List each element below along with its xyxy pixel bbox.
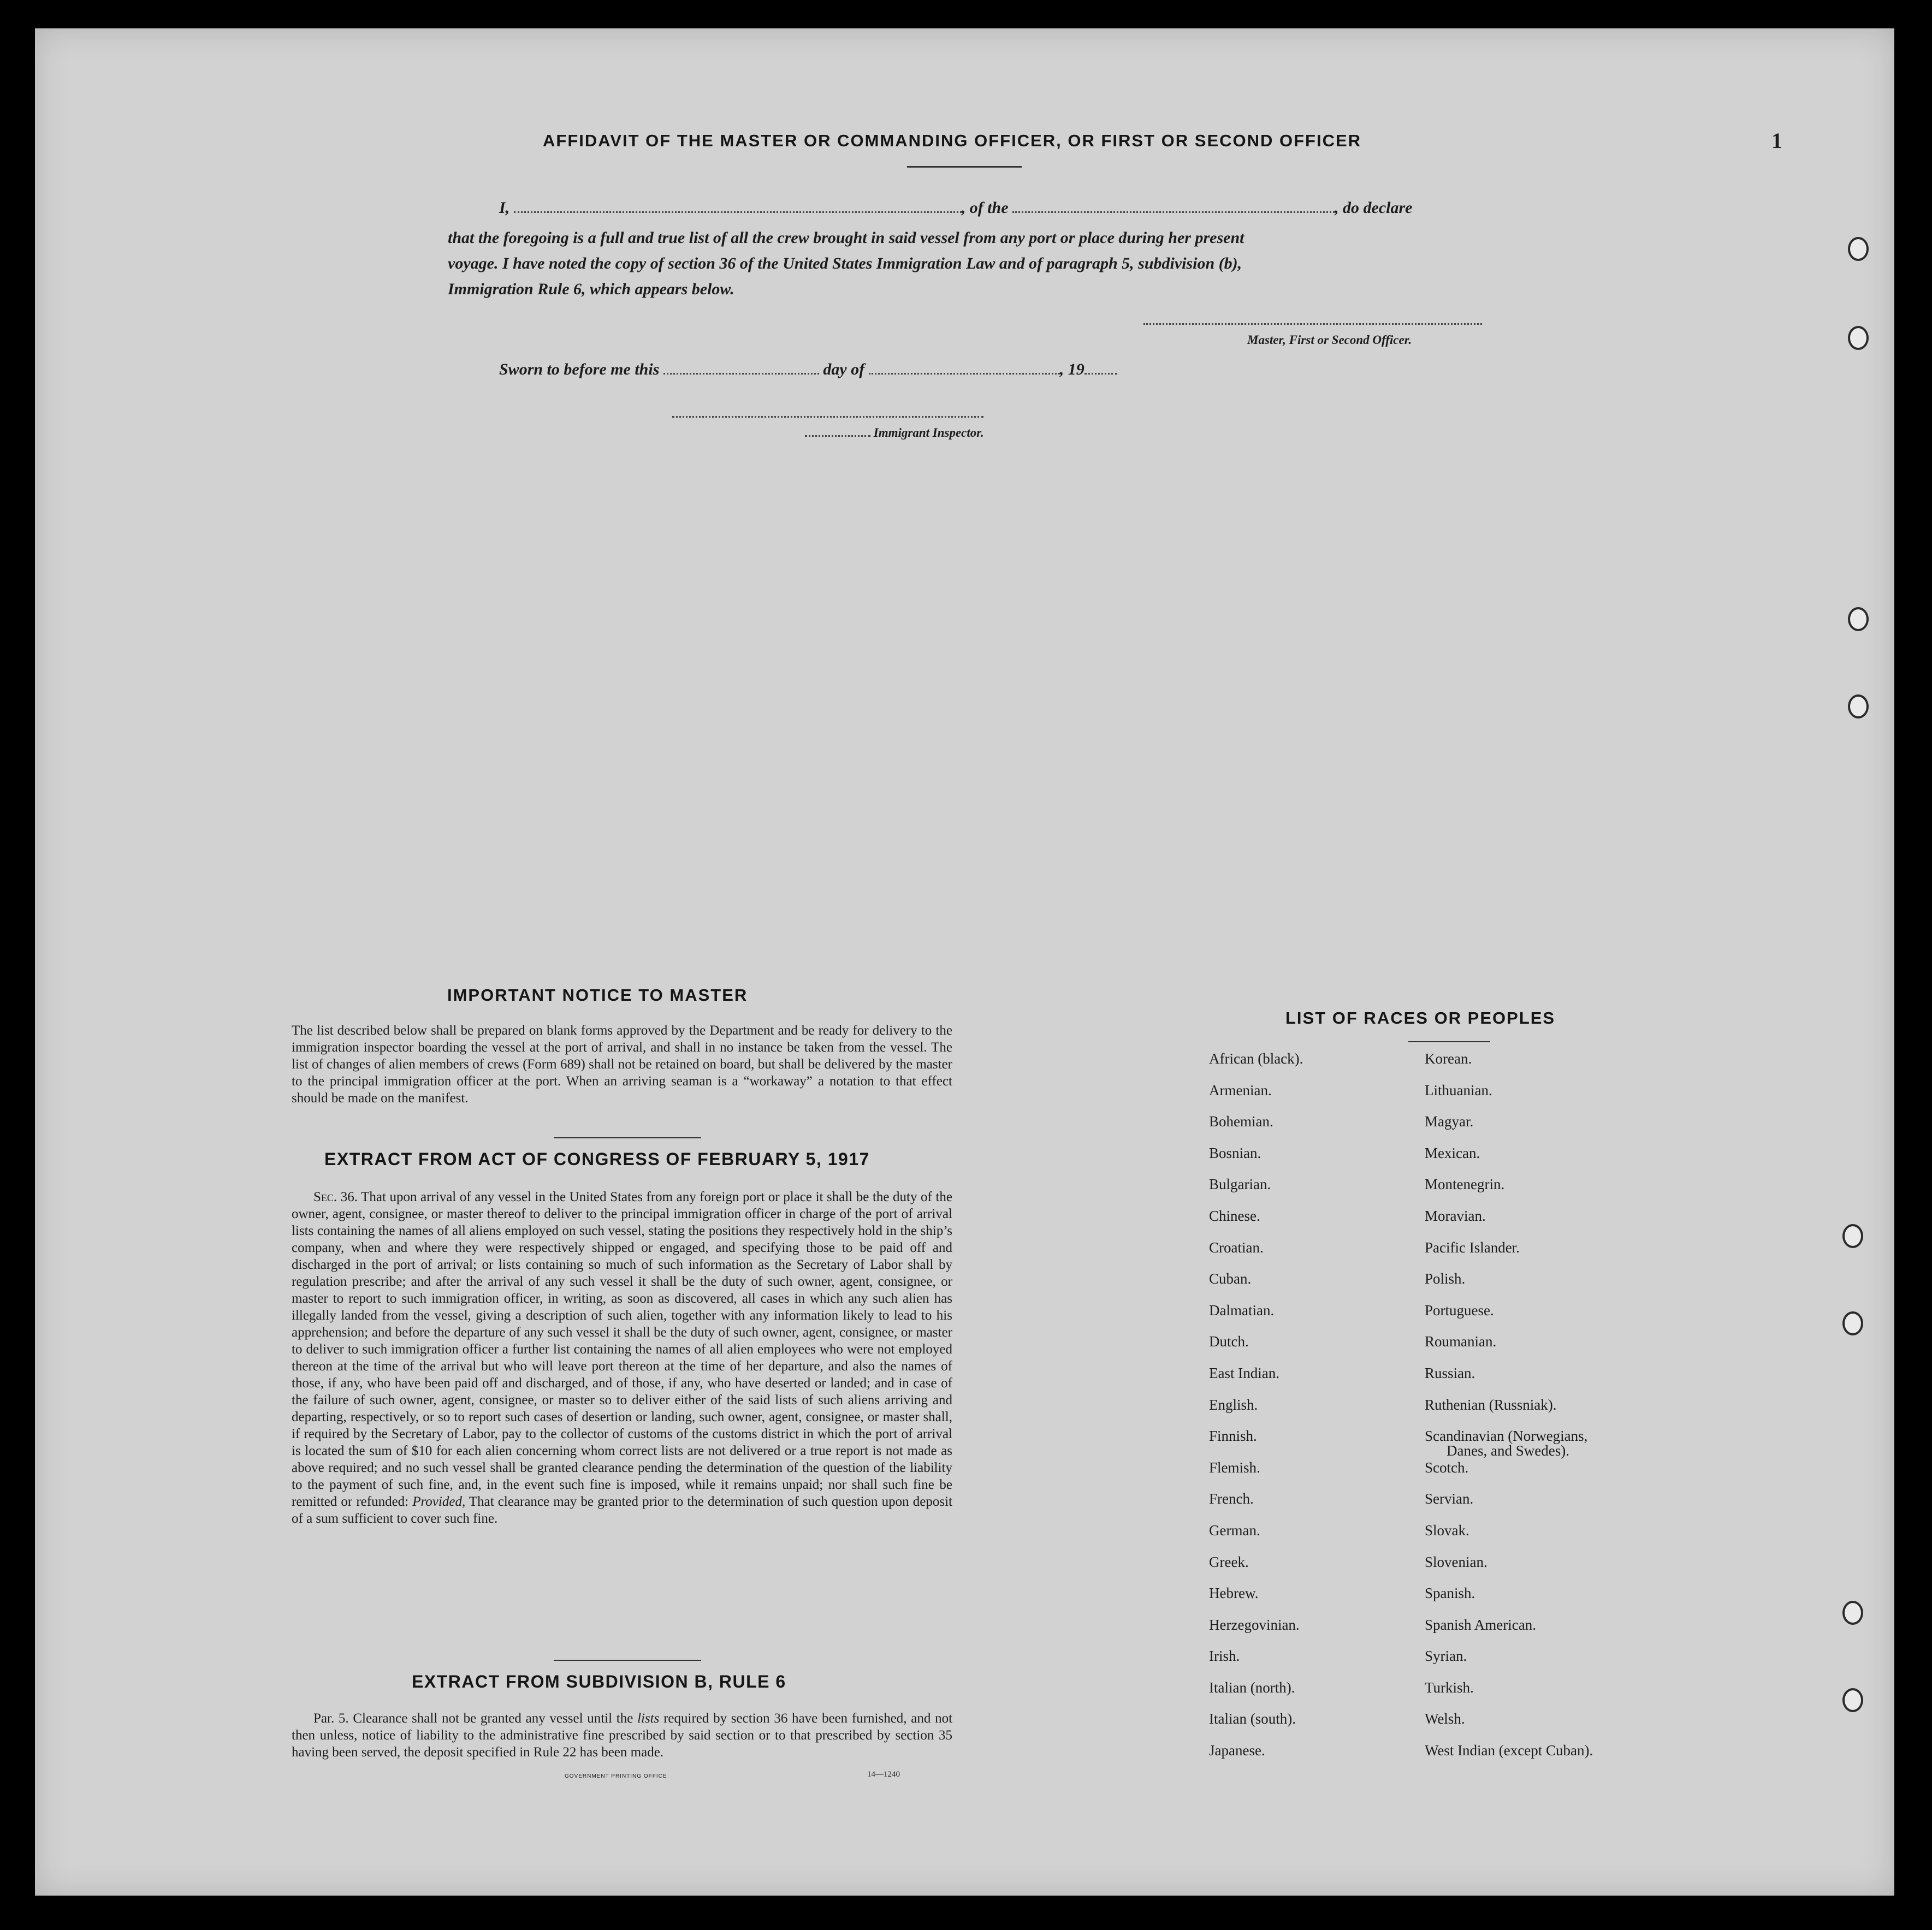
race-label: Russian. bbox=[1425, 1364, 1475, 1381]
race-label: Spanish. bbox=[1425, 1585, 1475, 1602]
race-item bbox=[1425, 1459, 1593, 1491]
race-label: Scotch. bbox=[1425, 1459, 1469, 1476]
notice-title: IMPORTANT NOTICE TO MASTER bbox=[447, 985, 748, 1005]
day-blank bbox=[663, 373, 819, 375]
race-item bbox=[1209, 1239, 1303, 1271]
race-item bbox=[1209, 1082, 1303, 1114]
race-item bbox=[1425, 1742, 1593, 1774]
race-item bbox=[1425, 1648, 1593, 1679]
race-item bbox=[1209, 1176, 1303, 1208]
text-year: , 19 bbox=[1059, 360, 1084, 378]
race-label: West Indian (except Cuban). bbox=[1425, 1742, 1593, 1759]
rule-text-main: Par. 5. Clearance shall not be granted any vessel until the bbox=[313, 1711, 633, 1726]
race-item bbox=[1209, 1302, 1303, 1334]
inspector-prefix-blank bbox=[805, 435, 870, 437]
race-label: Irish. bbox=[1209, 1648, 1240, 1665]
master-caption: Master, First or Second Officer. bbox=[1247, 333, 1412, 347]
race-item bbox=[1209, 1522, 1303, 1554]
race-item bbox=[1425, 1239, 1593, 1271]
race-item bbox=[1425, 1522, 1593, 1554]
race-item bbox=[1209, 1145, 1303, 1177]
race-label: Mexican. bbox=[1425, 1144, 1480, 1161]
text-of-the: , of the bbox=[961, 199, 1009, 217]
race-label: Servian. bbox=[1425, 1490, 1474, 1507]
race-label: Ruthenian (Russniak). bbox=[1425, 1396, 1557, 1413]
race-label: Greek. bbox=[1209, 1553, 1249, 1570]
race-item bbox=[1209, 1428, 1303, 1459]
document-page bbox=[35, 28, 1894, 1896]
race-item bbox=[1425, 1270, 1593, 1302]
race-item bbox=[1425, 1554, 1593, 1585]
race-label: German. bbox=[1209, 1522, 1260, 1539]
race-label: Turkish. bbox=[1425, 1679, 1474, 1696]
vessel-blank bbox=[1012, 211, 1335, 213]
binder-hole bbox=[1848, 694, 1869, 718]
race-label: English. bbox=[1209, 1396, 1258, 1413]
lists-word: lists bbox=[637, 1711, 660, 1726]
affidavit-body-line: voyage. I have noted the copy of section 36 of the United States Immigration Law and of paragraph 5, subdivision (b), bbox=[448, 254, 1242, 272]
race-label: Portuguese. bbox=[1425, 1302, 1494, 1319]
sec-label: Sec. 36. bbox=[313, 1190, 358, 1204]
affidavit-body-line: Immigration Rule 6, which appears below. bbox=[448, 280, 734, 298]
act-text-end: That clearance may be granted prior to the determination of such question upon deposit of a sum sufficient to cover such fine. bbox=[292, 1494, 952, 1526]
rule-text bbox=[292, 1710, 952, 1761]
text-do-declare: , do declare bbox=[1335, 199, 1413, 217]
race-label: French. bbox=[1209, 1490, 1254, 1507]
text-i: I, bbox=[499, 199, 510, 217]
race-item bbox=[1209, 1648, 1303, 1679]
race-label: Bulgarian. bbox=[1209, 1176, 1271, 1193]
race-item bbox=[1209, 1711, 1303, 1742]
act-text-main: That upon arrival of any vessel in the United States from any foreign port or place it shall be the duty of the owner, agent, consignee, or master thereof to deliver to the principal immigration officer in charge of the port of arrival lists containing the names of all aliens employed on such vessel, stating the positions they respectively hold in the ship’s company, when and where they were respectively shipped or engaged, and specifying those to be paid off and discharged in the port of arrival; or lists containing so much of such information as the Secretary of Labor shall by regulation prescribe; and after the arrival of any such vessel it shall be the duty of such owner, agent, consignee, or master to report to such immigration officer, in writing, as soon as discovered, all cases in which any such alien has illegally landed from the vessel, giving a description of such alien, together with any information likely to lead to his apprehension; and before the departure of any such vessel it shall be the duty of such owner, agent, consignee, or master to deliver to such immigration officer a further list containing the names of all alien employees who were not employed thereon at the time of the arrival but who will leave port thereon at the time of her departure, and also the names of those, if any, who have been paid off and discharged, and of those, if any, who have deserted or landed; and in case of the failure of such owner, agent, consignee, or master so to deliver either of the said lists of such aliens arriving and departing, respectively, or so to report such cases of desertion or landing, such owner, agent, consignee, or master shall, if required by the Secretary of Labor, pay to the collector of customs of the customs district in which the port of arrival is located the sum of $10 for each alien concerning whom correct lists are not delivered or a true report is not made as above required; and no such vessel shall be granted clearance pending the determination of the question of the liability to the payment of such fine, and, in the event such fine is imposed, while it remains unpaid; nor shall such fine be remitted or refunded: bbox=[292, 1190, 952, 1509]
act-title: EXTRACT FROM ACT OF CONGRESS OF FEBRUARY 5, 1917 bbox=[324, 1149, 870, 1169]
races-title: LIST OF RACES OR PEOPLES bbox=[1285, 1008, 1556, 1028]
race-label: Bosnian. bbox=[1209, 1144, 1261, 1161]
binder-hole bbox=[1842, 1311, 1863, 1335]
inspector-signature-line bbox=[672, 416, 983, 418]
race-item bbox=[1209, 1333, 1303, 1365]
year-blank bbox=[1084, 373, 1117, 375]
race-label: Bohemian. bbox=[1209, 1113, 1273, 1130]
race-item bbox=[1209, 1050, 1303, 1082]
affidavit-body-line: that the foregoing is a full and true list of all the crew brought in said vessel from any port or place during her present bbox=[448, 229, 1244, 247]
sworn-line bbox=[499, 360, 1117, 379]
race-item bbox=[1209, 1397, 1303, 1428]
name-blank bbox=[514, 211, 962, 213]
rule-title: EXTRACT FROM SUBDIVISION B, RULE 6 bbox=[412, 1672, 786, 1691]
race-label: Korean. bbox=[1425, 1050, 1472, 1067]
race-item bbox=[1209, 1617, 1303, 1648]
race-label: Montenegrin. bbox=[1425, 1176, 1505, 1193]
race-label: Spanish American. bbox=[1425, 1616, 1536, 1633]
binder-hole bbox=[1842, 1688, 1863, 1712]
binder-hole bbox=[1842, 1224, 1863, 1248]
text-day-of: day of bbox=[823, 360, 865, 378]
race-label: Syrian. bbox=[1425, 1648, 1467, 1665]
race-label: Armenian. bbox=[1209, 1082, 1272, 1098]
page-number: 1 bbox=[1771, 128, 1782, 153]
race-item bbox=[1209, 1208, 1303, 1239]
race-label: Pacific Islander. bbox=[1425, 1239, 1520, 1256]
race-item bbox=[1425, 1679, 1593, 1711]
binder-hole bbox=[1842, 1601, 1863, 1625]
inspector-caption-text: Immigrant Inspector. bbox=[873, 426, 984, 440]
month-blank bbox=[869, 373, 1060, 375]
race-label: Italian (south). bbox=[1209, 1711, 1296, 1727]
race-label: Hebrew. bbox=[1209, 1585, 1259, 1602]
race-item bbox=[1425, 1082, 1593, 1114]
race-item bbox=[1425, 1711, 1593, 1742]
text-sworn: Sworn to before me this bbox=[499, 360, 660, 378]
race-label: East Indian. bbox=[1209, 1364, 1279, 1381]
race-label: Lithuanian. bbox=[1425, 1082, 1492, 1098]
affidavit-line1 bbox=[499, 199, 1412, 217]
affidavit-title: AFFIDAVIT OF THE MASTER OR COMMANDING OFFICER, OR FIRST OR SECOND OFFICER bbox=[543, 131, 1362, 150]
race-label: Dalmatian. bbox=[1209, 1302, 1275, 1319]
race-item bbox=[1425, 1302, 1593, 1334]
race-item bbox=[1209, 1459, 1303, 1491]
race-label: Chinese. bbox=[1209, 1207, 1260, 1224]
master-signature-line bbox=[1143, 323, 1482, 325]
section-rule bbox=[554, 1137, 701, 1138]
provided-word: Provided, bbox=[412, 1494, 466, 1509]
notice-text: The list described below shall be prepared on blank forms approved by the Department and be ready for delivery to the immigration inspector boarding the vessel at the port of arrival, and shall in no instance be taken from the vessel. The list of changes of alien members of crews (Form 689) shall not be retained on board, but shall be delivered by the master to the principal immigration officer at the port. When an arriving seaman is a “workaway” a notation to that effect should be made on the manifest. bbox=[292, 1023, 952, 1106]
races-left-column bbox=[1209, 1050, 1303, 1774]
affidavit-body bbox=[448, 225, 1529, 302]
race-item bbox=[1209, 1270, 1303, 1302]
inspector-caption bbox=[805, 426, 984, 440]
binder-hole bbox=[1848, 237, 1869, 261]
race-label-continuation: Danes, and Swedes). bbox=[1447, 1442, 1569, 1459]
race-label: Slovak. bbox=[1425, 1522, 1469, 1539]
race-item bbox=[1425, 1176, 1593, 1208]
race-item bbox=[1425, 1397, 1593, 1428]
binder-hole bbox=[1848, 326, 1869, 350]
section-rule bbox=[554, 1660, 701, 1661]
race-item bbox=[1209, 1742, 1303, 1774]
race-item bbox=[1425, 1490, 1593, 1522]
race-label: Moravian. bbox=[1425, 1207, 1486, 1224]
form-number: 14—1240 bbox=[867, 1770, 900, 1779]
race-item bbox=[1209, 1490, 1303, 1522]
race-item bbox=[1209, 1585, 1303, 1617]
race-item bbox=[1425, 1113, 1593, 1145]
race-label: Magyar. bbox=[1425, 1113, 1474, 1130]
race-label: Finnish. bbox=[1209, 1428, 1257, 1445]
title-underline bbox=[907, 166, 1022, 168]
race-item bbox=[1425, 1617, 1593, 1648]
race-label: Polish. bbox=[1425, 1270, 1466, 1287]
race-label: Roumanian. bbox=[1425, 1333, 1497, 1350]
race-label: Cuban. bbox=[1209, 1270, 1252, 1287]
act-text bbox=[292, 1189, 952, 1527]
race-label: Italian (north). bbox=[1209, 1679, 1295, 1696]
race-label: Slovenian. bbox=[1425, 1553, 1487, 1570]
race-label: Flemish. bbox=[1209, 1459, 1260, 1476]
race-label: Japanese. bbox=[1209, 1742, 1265, 1759]
race-label: Croatian. bbox=[1209, 1239, 1264, 1256]
race-label: African (black). bbox=[1209, 1050, 1303, 1067]
races-right-column bbox=[1425, 1050, 1593, 1774]
race-label: Herzegovinian. bbox=[1209, 1616, 1300, 1633]
printer-imprint: GOVERNMENT PRINTING OFFICE bbox=[565, 1773, 667, 1779]
race-item bbox=[1209, 1113, 1303, 1145]
title-underline bbox=[1408, 1041, 1490, 1042]
race-label: Dutch. bbox=[1209, 1333, 1249, 1350]
rule-text-end: required by section 36 have been furnished, and not then unless, notice of liability to the administrative fine prescribed by said section or to that prescribed by section 35 having been served, the deposit specified in Rule 22 has been made. bbox=[292, 1711, 953, 1760]
race-item bbox=[1425, 1365, 1593, 1397]
race-item bbox=[1425, 1333, 1593, 1365]
race-item bbox=[1425, 1050, 1593, 1082]
race-item bbox=[1209, 1365, 1303, 1397]
race-label: Scandinavian (Norwegians, bbox=[1425, 1428, 1588, 1445]
binder-hole bbox=[1848, 607, 1869, 631]
race-item bbox=[1425, 1428, 1593, 1459]
race-item bbox=[1425, 1208, 1593, 1239]
race-item bbox=[1209, 1679, 1303, 1711]
race-item bbox=[1425, 1585, 1593, 1617]
race-item bbox=[1209, 1554, 1303, 1585]
race-item bbox=[1425, 1145, 1593, 1177]
race-label: Welsh. bbox=[1425, 1711, 1465, 1727]
